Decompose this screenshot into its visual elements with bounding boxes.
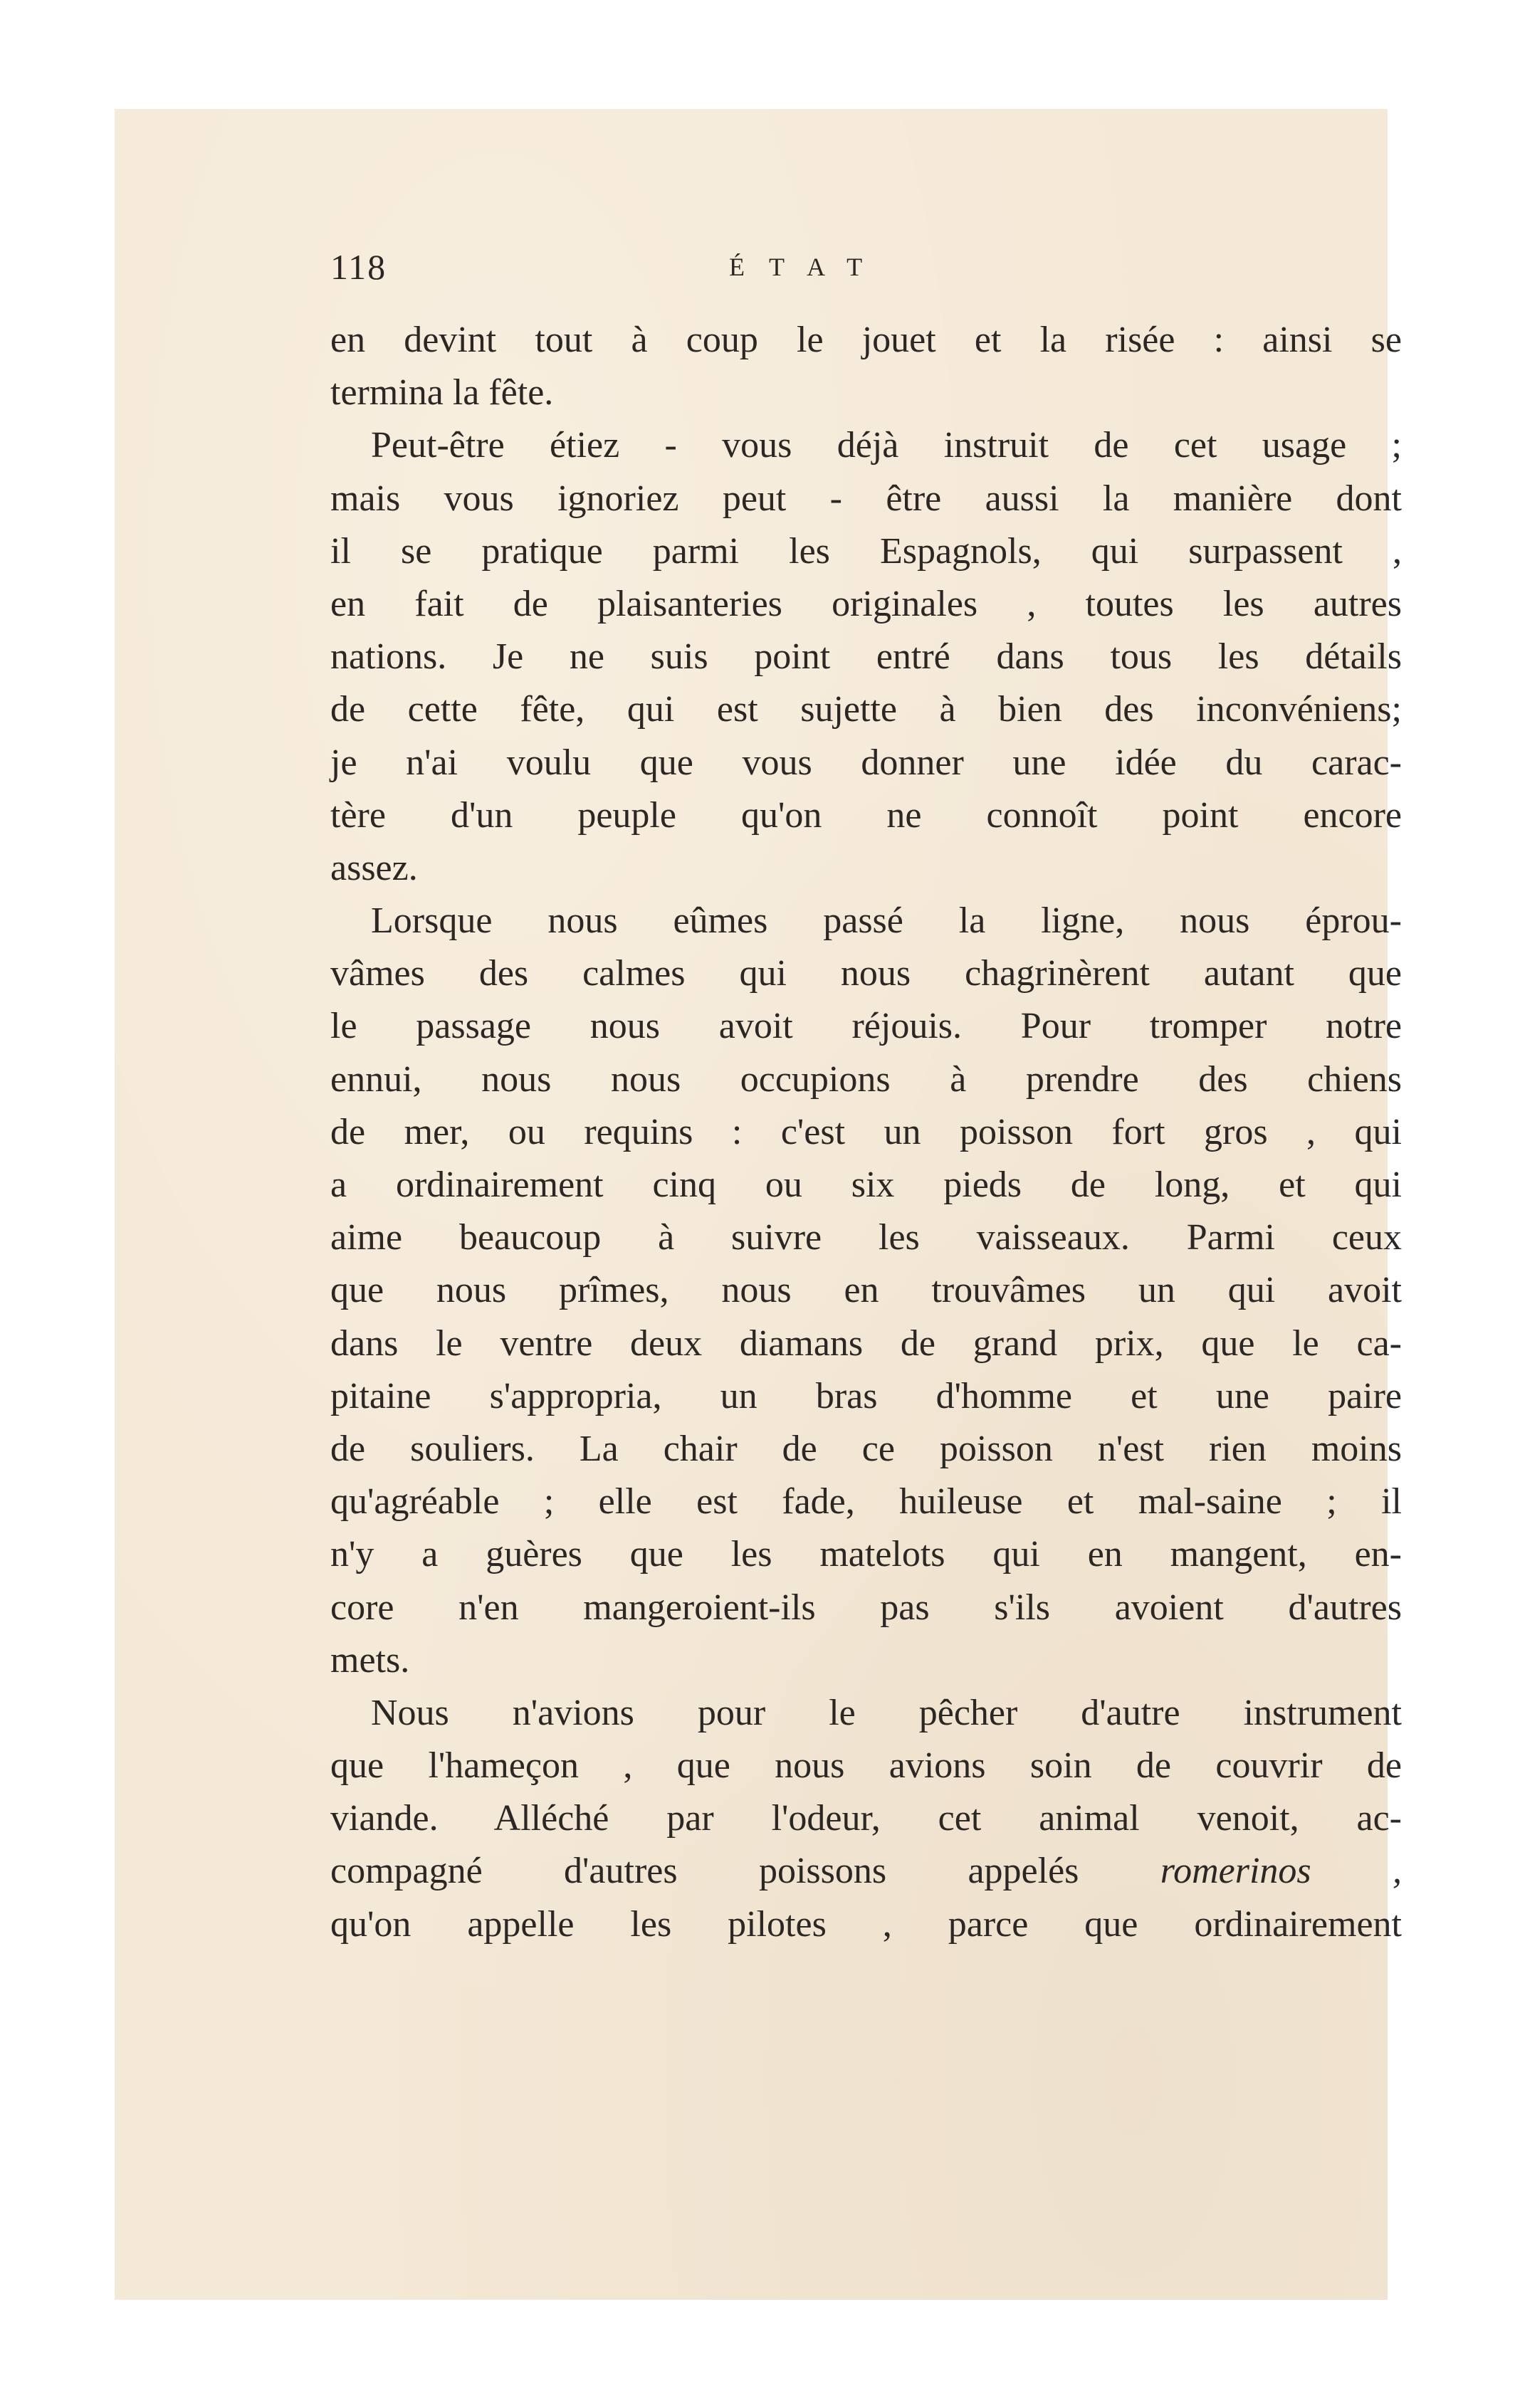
text-line: pitaine s'appropria, un bras d'homme et une paire <box>330 1375 1402 1416</box>
text-line: n'y a guères que les matelots qui en mangent, en- <box>330 1534 1402 1575</box>
text-segment: compagné d'autres poissons appelés <box>330 1851 1160 1892</box>
running-head: ÉTAT <box>729 253 887 281</box>
text-line: aime beaucoup à suivre les vaisseaux. Parmi ceux <box>330 1217 1402 1258</box>
text-line: en fait de plaisanteries originales , toutes les autres <box>330 583 1402 624</box>
page-header <box>330 238 1402 295</box>
text-line: termina la fête. <box>330 372 554 414</box>
text-line: je n'ai voulu que vous donner une idée du carac- <box>330 742 1402 783</box>
text-line: que nous prîmes, nous en trouvâmes un qui avoit <box>330 1270 1402 1311</box>
text-line: viande. Alléché par l'odeur, cet animal venoit, ac- <box>330 1798 1402 1839</box>
text-line: ennui, nous nous occupions à prendre des chiens <box>330 1058 1402 1100</box>
text-line: a ordinairement cinq ou six pieds de long, et qui <box>330 1164 1402 1205</box>
text-line: de cette fête, qui est sujette à bien des inconvéniens; <box>330 689 1402 730</box>
text-line: tère d'un peuple qu'on ne connoît point encore <box>330 794 1402 836</box>
text-line: vâmes des calmes qui nous chagrinèrent autant que <box>330 953 1402 994</box>
book-page <box>115 109 1403 2300</box>
text-line: Peut-être étiez - vous déjà instruit de cet usage ; <box>371 425 1402 466</box>
italic-word: romerinos , <box>1160 1851 1403 1892</box>
text-line: que l'hameçon , que nous avions soin de couvrir de <box>330 1745 1402 1787</box>
text-line: dans le ventre deux diamans de grand prix, que le ca- <box>330 1323 1402 1364</box>
text-line: le passage nous avoit réjouis. Pour tromper notre <box>330 1006 1402 1047</box>
text-line: qu'agréable ; elle est fade, huileuse et mal-saine ; il <box>330 1481 1402 1523</box>
text-line: Lorsque nous eûmes passé la ligne, nous éprou- <box>371 900 1402 942</box>
text-line-with-italic <box>330 1845 1402 1898</box>
text-line: de mer, ou requins : c'est un poisson fort gros , qui <box>330 1111 1402 1152</box>
text-line: Nous n'avions pour le pêcher d'autre instrument <box>371 1692 1402 1733</box>
text-line: nations. Je ne suis point entré dans tous les détails <box>330 636 1402 678</box>
text-line: assez. <box>330 847 418 888</box>
body-text <box>330 314 1402 1951</box>
text-line: mets. <box>330 1639 410 1681</box>
text-line: qu'on appelle les pilotes , parce que ordinairement <box>330 1903 1402 1945</box>
text-line: il se pratique parmi les Espagnols, qui surpassent , <box>330 530 1402 572</box>
text-line: de souliers. La chair de ce poisson n'est rien moins <box>330 1428 1402 1469</box>
page-number: 118 <box>330 247 387 287</box>
text-line: core n'en mangeroient-ils pas s'ils avoient d'autres <box>330 1587 1402 1628</box>
text-line: en devint tout à coup le jouet et la risée : ainsi se <box>330 320 1402 360</box>
text-line: mais vous ignoriez peut - être aussi la manière dont <box>330 478 1402 519</box>
